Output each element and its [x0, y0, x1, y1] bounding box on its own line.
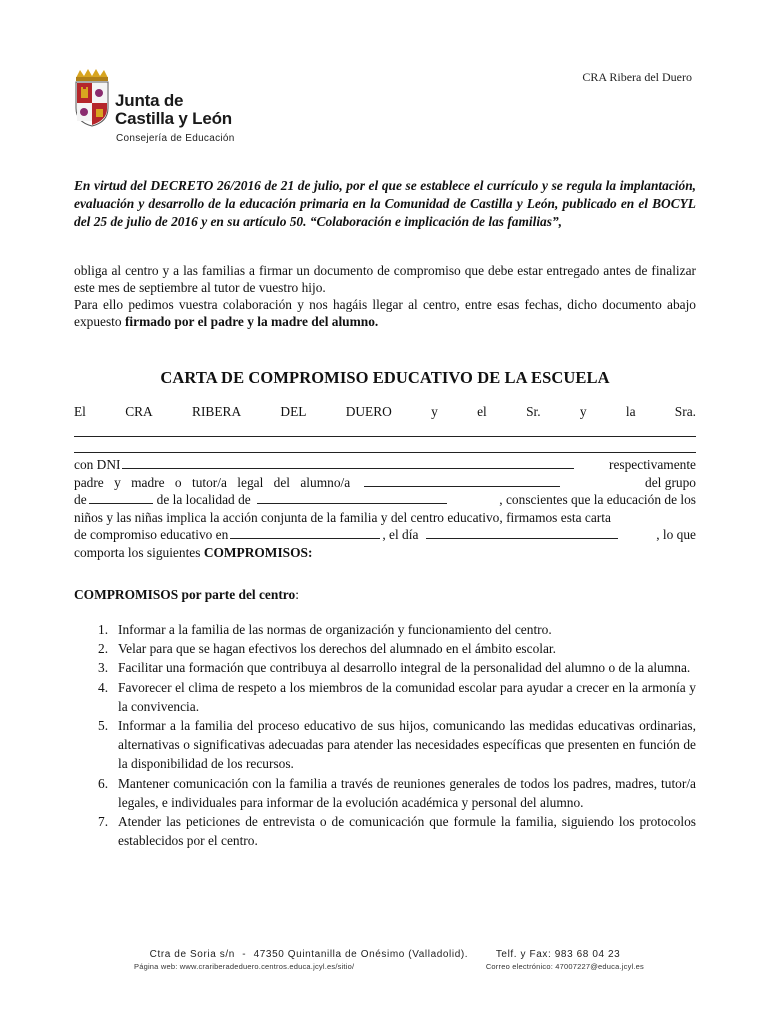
place-label: de compromiso educativo en — [74, 527, 229, 543]
section-title: COMPROMISOS por parte del centro — [74, 587, 296, 602]
logo-text-line2: Castilla y León — [115, 109, 232, 128]
page-title: CARTA DE COMPROMISO EDUCATIVO DE LA ESCUELA — [160, 368, 610, 387]
party-word: y — [431, 404, 438, 419]
logo-text-line1: Junta de — [115, 91, 184, 110]
item-text: Mantener comunicación con la familia a través de reuniones generales de todos los padres, madres, tutor/a legales, e individuales para informar de la evolución académica y personal del alumno. — [118, 775, 696, 810]
item-number: 7. — [98, 814, 109, 830]
locality-field[interactable] — [257, 491, 447, 504]
intro-paragraph — [74, 262, 696, 330]
item-text: Favorecer el clima de respeto a los miembros de la comunidad escolar para ayudar a crecer en la armonía y la convivencia. — [118, 679, 696, 714]
item-text: Informar a la familia del proceso educativo de sus hijos, comunicando las medidas educativas ordinarias, alternativas o significativas adecuadas para atender las necesidades específicas que presenten en función de la disponibilidad de los recursos. — [118, 718, 696, 772]
school-name: CRA Ribera del Duero — [582, 70, 692, 84]
lo-que-label: , lo que — [656, 527, 696, 543]
decree-intro: En virtud del DECRETO 26/2016 de 21 de julio, por el que se establece el currículo y se regula la implantación, evaluación y desarrollo de la educación primaria en la Comunidad de Castilla y León, publicado en el BOCYL del 25 de julio de 2016 y en su artículo 50. “Colaboración e implicación de las familias”, — [74, 178, 696, 229]
party-word: El — [74, 404, 86, 419]
intro-request-text: Para ello pedimos vuestra colaboración y nos hagáis llegar al centro, entre esas fechas, dicho documento abajo expuesto — [74, 297, 696, 329]
coat-of-arms-icon — [72, 68, 112, 128]
conscious-text: , conscientes que la educación de los — [499, 492, 696, 508]
commitment-form-body — [74, 456, 696, 562]
party-word: RIBERA — [192, 404, 242, 419]
party-word: Sra. — [674, 404, 696, 419]
commitments-heading-inline: COMPROMISOS: — [203, 544, 313, 560]
footer-email-link[interactable]: Correo electrónico: 47007227@educa.jcyl.es — [485, 962, 644, 971]
footer-website-link[interactable]: Página web: www.crariberadeduero.centros.educa.jcyl.es/sitio/ — [134, 962, 355, 971]
dni-label: con DNI — [74, 457, 121, 472]
item-number: 2. — [98, 641, 109, 657]
item-number: 5. — [98, 718, 109, 734]
list-item — [74, 774, 696, 812]
parent-names-field[interactable] — [74, 436, 696, 437]
footer-city: 47350 Quintanilla de Onésimo (Valladolid). — [253, 949, 469, 960]
party-word: la — [625, 404, 636, 419]
footer-address: Ctra de Soria s/n — [149, 949, 235, 960]
respectively-label: respectivamente — [609, 457, 696, 472]
party-word: y — [579, 404, 587, 419]
section-heading — [74, 587, 299, 603]
body-line-joint-action: niños y las niñas implica la acción conjunta de la familia y del centro educativo, firmamos esta carta — [74, 509, 611, 525]
department-name: Consejería de Educación — [116, 133, 235, 144]
party-word: DEL — [280, 404, 307, 419]
parents-label: padre y madre o tutor/a legal del alumno/a — [74, 474, 351, 490]
list-item — [74, 812, 696, 850]
item-text: Atender las peticiones de entrevista o de comunicación que formule la familia, siguiendo los protocolos establecidos por el centro. — [118, 814, 696, 849]
dni-field[interactable] — [122, 456, 574, 469]
parent-names-field-2[interactable] — [74, 452, 696, 453]
date-field[interactable] — [426, 526, 618, 539]
party-word: CRA — [125, 404, 153, 419]
place-field[interactable] — [230, 526, 380, 539]
list-item — [74, 639, 696, 658]
item-text: Velar para que se hagan efectivos los derechos del alumnado en el ámbito escolar. — [118, 641, 556, 657]
party-word: DUERO — [345, 404, 392, 419]
list-item — [74, 620, 696, 639]
item-number: 4. — [98, 679, 109, 695]
list-item — [74, 716, 696, 774]
section-colon: : — [295, 587, 299, 602]
item-number: 1. — [98, 622, 109, 637]
intro-obligation-text: obliga al centro y a las familias a firmar un documento de compromiso que debe estar entregado antes de finalizar este mes de septiembre al tutor de vuestro hijo. — [74, 263, 696, 295]
item-text: Informar a la familia de las normas de organización y funcionamiento del centro. — [118, 622, 552, 637]
commitments-intro: comporta los siguientes — [74, 544, 201, 560]
footer-phone: Telf. y Fax: 983 68 04 23 — [495, 949, 621, 960]
item-number: 3. — [98, 660, 109, 676]
student-name-field[interactable] — [364, 474, 560, 487]
locality-label: de la localidad de — [156, 492, 251, 508]
party-word: Sr. — [526, 404, 541, 419]
item-text: Facilitar una formación que contribuya al desarrollo integral de la personalidad del alumno o de la alumna. — [118, 660, 691, 676]
group-field[interactable] — [89, 491, 153, 504]
item-number: 6. — [98, 775, 109, 791]
intro-signature-requirement: firmado por el padre y la madre del alumno. — [124, 314, 379, 329]
list-item — [74, 678, 696, 716]
de-label: de — [74, 492, 87, 508]
group-label: del grupo — [645, 474, 696, 490]
footer-separator: - — [242, 949, 247, 960]
list-item — [74, 658, 696, 677]
party-word: el — [477, 404, 487, 419]
commitments-list — [74, 620, 696, 850]
date-label: , el día — [382, 527, 419, 543]
footer-contact — [0, 949, 770, 960]
footer-links — [134, 962, 644, 971]
parties-line — [74, 404, 696, 420]
